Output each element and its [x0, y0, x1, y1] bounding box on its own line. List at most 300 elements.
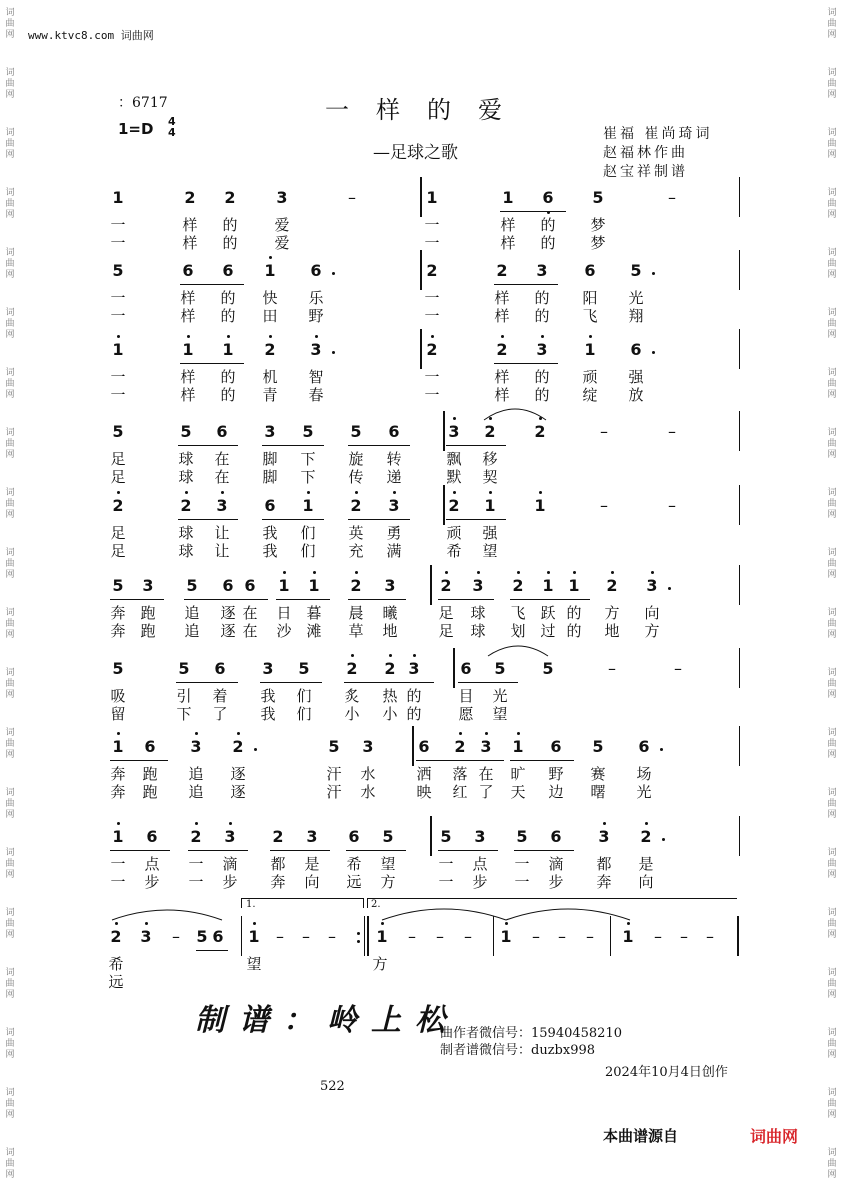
octave-dot-high — [355, 491, 358, 494]
side-watermark: 词 曲 网 — [827, 1028, 837, 1060]
note-digit: 5 — [516, 827, 528, 846]
lyric-verse1: 们 — [296, 687, 312, 705]
octave-dot-high — [229, 822, 232, 825]
eighth-underline — [514, 850, 574, 851]
lyric-verse2: 光 — [636, 783, 652, 801]
octave-dot-high — [227, 335, 230, 338]
slur — [488, 646, 548, 656]
side-watermark: 词 曲 网 — [827, 788, 837, 820]
lyric-verse1: 汗 — [326, 765, 342, 783]
eighth-underline — [494, 284, 558, 285]
lyric-verse1: 热 — [382, 687, 398, 705]
lyric-verse2: 充 — [348, 542, 364, 560]
lyric-verse1: 乐 — [308, 289, 324, 307]
volta-bracket-1-hook — [241, 898, 242, 908]
lyric-verse1: 的 — [534, 368, 550, 386]
octave-dot-high — [195, 822, 198, 825]
side-watermark: 词 曲 网 — [827, 728, 837, 760]
lyric-verse1: 点 — [144, 855, 160, 873]
eighth-underline — [262, 445, 324, 446]
note-digit: 1 — [376, 927, 388, 946]
augmentation-dot — [332, 351, 335, 354]
lyric-verse1: 样 — [180, 289, 196, 307]
octave-dot-high — [187, 335, 190, 338]
note-digit: 6 — [212, 927, 224, 946]
note-digit: 3 — [262, 659, 274, 678]
lyric-verse1: 在 — [478, 765, 494, 783]
octave-dot-high — [315, 335, 318, 338]
lyric-verse2: 汗 — [326, 783, 342, 801]
note-digit: 2 — [448, 496, 460, 515]
note-digit: 3 — [142, 576, 154, 595]
lyric-verse2: 翔 — [628, 307, 644, 325]
note-digit: 1 — [112, 188, 124, 207]
eighth-underline — [438, 850, 498, 851]
side-watermark: 词 曲 网 — [5, 548, 15, 580]
note-digit: 3 — [216, 496, 228, 515]
lyric-verse2: 水 — [360, 783, 376, 801]
lyric-verse2: 一 — [110, 386, 126, 404]
lyric-verse2: 一 — [424, 307, 440, 325]
note-digit: 3 — [448, 422, 460, 441]
lyric-verse1: 在 — [214, 450, 230, 468]
volta-bracket-2 — [367, 898, 737, 899]
lyric-verse2: 梦 — [590, 234, 606, 252]
lyric-verse1: 样 — [494, 289, 510, 307]
lyric-verse1: 是 — [638, 855, 654, 873]
extension-dash: – — [680, 927, 688, 946]
octave-dot-high — [477, 571, 480, 574]
lyric-verse2: 足 — [110, 468, 126, 486]
lyric-verse2: 球 — [178, 542, 194, 560]
side-watermark: 词 曲 网 — [5, 1148, 15, 1180]
note-digit: 5 — [298, 659, 310, 678]
barline — [493, 916, 494, 956]
lyric-verse1: 炙 — [344, 687, 360, 705]
lyric-verse2: 球 — [470, 622, 486, 640]
note-digit: 3 — [264, 422, 276, 441]
barline — [443, 485, 445, 525]
note-digit: 5 — [440, 827, 452, 846]
note-digit: 1 — [542, 576, 554, 595]
extension-dash: – — [532, 927, 540, 946]
lyric-verse2: 足 — [438, 622, 454, 640]
extension-dash: – — [436, 927, 444, 946]
lyric-verse2: 一 — [110, 307, 126, 325]
lyric-verse2: 下 — [176, 705, 192, 723]
note-digit: 6 — [418, 737, 430, 756]
eighth-underline — [196, 950, 228, 951]
octave-dot-high — [517, 732, 520, 735]
note-digit: 6 — [216, 422, 228, 441]
octave-dot-high — [589, 335, 592, 338]
lyric-verse1: 转 — [386, 450, 402, 468]
time-signature-bottom: 4 — [168, 126, 176, 139]
eighth-underline — [270, 850, 330, 851]
octave-dot-high — [269, 256, 272, 259]
note-digit: 1 — [512, 737, 524, 756]
lyric-verse2: 划 — [510, 622, 526, 640]
lyric-verse2: 满 — [386, 542, 402, 560]
octave-dot-high — [117, 732, 120, 735]
barline — [412, 726, 414, 766]
composer-wechat: 曲作者微信号：15940458210 — [440, 1026, 622, 1041]
note-digit: 3 — [388, 496, 400, 515]
lyric-verse2: 我 — [262, 542, 278, 560]
eighth-underline — [446, 519, 506, 520]
note-digit: 2 — [484, 422, 496, 441]
lyric-verse2: 草 — [348, 622, 364, 640]
octave-dot-high — [117, 335, 120, 338]
side-watermark: 词 曲 网 — [5, 68, 15, 100]
note-digit: 6 — [550, 827, 562, 846]
barline — [737, 916, 739, 956]
note-digit: 6 — [348, 827, 360, 846]
extension-dash: – — [586, 927, 594, 946]
time-signature-top: 4 — [168, 115, 176, 128]
lyric-verse2: 一 — [514, 873, 530, 891]
note-digit: 3 — [276, 188, 288, 207]
lyric-verse1: 样 — [494, 368, 510, 386]
octave-dot-high — [145, 922, 148, 925]
eighth-underline — [348, 599, 406, 600]
lyric-verse1: 光 — [492, 687, 508, 705]
octave-dot-high — [269, 335, 272, 338]
lyric-verse1: 一 — [110, 855, 126, 873]
lyric-verse2: 爱 — [274, 234, 290, 252]
lyric-verse1: 滴 — [222, 855, 238, 873]
note-digit: 6 — [182, 261, 194, 280]
octave-dot-high — [283, 571, 286, 574]
lyric-verse1: 快 — [262, 289, 278, 307]
lyric-verse1: 阳 — [582, 289, 598, 307]
note-digit: 2 — [496, 340, 508, 359]
lyric-verse2: 望 — [482, 542, 498, 560]
note-digit: 1 — [112, 340, 124, 359]
lyric-verse1: 飘 — [446, 450, 462, 468]
side-watermark: 词 曲 网 — [827, 608, 837, 640]
lyric-verse1: 追 — [184, 604, 200, 622]
note-digit: 1 — [426, 188, 438, 207]
side-watermark: 词 曲 网 — [5, 968, 15, 1000]
side-watermark: 词 曲 网 — [5, 248, 15, 280]
note-digit: 1 — [112, 737, 124, 756]
lyric-verse1: 追 — [188, 765, 204, 783]
octave-dot-high — [459, 732, 462, 735]
lyric-verse2: 地 — [382, 622, 398, 640]
lyric-verse1: 足 — [110, 524, 126, 542]
arranger-credit: 赵宝祥制谱 — [603, 164, 688, 180]
lyric-verse2: 的 — [540, 234, 556, 252]
note-digit: 1 — [622, 927, 634, 946]
extension-dash: – — [600, 422, 608, 441]
lyric-verse1: 希 — [346, 855, 362, 873]
right-watermark-strip — [824, 0, 840, 1180]
source-brand-link[interactable]: 词曲网 — [750, 1127, 799, 1146]
lyric-verse1: 一 — [424, 216, 440, 234]
lyric-verse1: 一 — [110, 216, 126, 234]
side-watermark: 词 曲 网 — [827, 548, 837, 580]
volta-label-2: 2. — [371, 899, 381, 910]
lyric-verse2: 步 — [222, 873, 238, 891]
side-watermark: 词 曲 网 — [827, 68, 837, 100]
song-subtitle: —足球之歌 — [373, 143, 458, 163]
note-digit: 2 — [110, 927, 122, 946]
lyric-verse2: 跑 — [142, 783, 158, 801]
lyric-verse2: 希 — [446, 542, 462, 560]
note-digit: 2 — [232, 737, 244, 756]
side-watermark: 词 曲 网 — [5, 908, 15, 940]
lyric-verse1: 飞 — [510, 604, 526, 622]
lyric-verse2: 的 — [534, 307, 550, 325]
note-digit: 3 — [536, 261, 548, 280]
arranger-signature: 制谱：岭上松 — [195, 1003, 459, 1038]
note-digit: 2 — [454, 737, 466, 756]
extension-dash: – — [674, 659, 682, 678]
note-digit: 2 — [350, 496, 362, 515]
note-digit: 6 — [146, 827, 158, 846]
octave-dot-high — [489, 491, 492, 494]
lyric-verse1: 们 — [300, 524, 316, 542]
side-watermark: 词 曲 网 — [5, 188, 15, 220]
eighth-underline — [260, 682, 322, 683]
lyric-verse1: 望 — [380, 855, 396, 873]
slur — [506, 909, 630, 920]
octave-dot-high — [221, 491, 224, 494]
eighth-underline — [500, 211, 566, 212]
lyric-verse1: 点 — [472, 855, 488, 873]
lyric-verse1: 爱 — [274, 216, 290, 234]
note-digit: 2 — [384, 659, 396, 678]
lyric-verse2: 沙 — [276, 622, 292, 640]
lyric-verse1: 移 — [482, 450, 498, 468]
lyric-verse1: 足 — [110, 450, 126, 468]
note-digit: 1 — [502, 188, 514, 207]
barline — [739, 411, 740, 451]
octave-dot-high — [485, 732, 488, 735]
octave-dot-high — [547, 571, 550, 574]
lyric-verse1: 的 — [222, 216, 238, 234]
lyric-verse2: 方 — [644, 622, 660, 640]
lyric-verse2: 足 — [110, 542, 126, 560]
note-digit: 3 — [480, 737, 492, 756]
lyric-verse1: 机 — [262, 368, 278, 386]
note-digit: 3 — [536, 340, 548, 359]
extension-dash: – — [668, 496, 676, 515]
side-watermark: 词 曲 网 — [827, 248, 837, 280]
octave-dot-high — [195, 732, 198, 735]
lyric-verse1: 是 — [304, 855, 320, 873]
lyric-verse1: 跑 — [140, 604, 156, 622]
composer-credit: 赵福林作曲 — [603, 145, 688, 161]
lyric-verse1: 一 — [424, 289, 440, 307]
lyric-verse1: 引 — [176, 687, 192, 705]
note-digit: 3 — [306, 827, 318, 846]
volta-bracket-1-end — [363, 898, 364, 908]
extension-dash: – — [558, 927, 566, 946]
note-digit: 1 — [534, 496, 546, 515]
barline — [610, 916, 611, 956]
barline — [430, 565, 432, 605]
lyric-verse1: 场 — [636, 765, 652, 783]
octave-dot-high — [117, 822, 120, 825]
side-watermark: 词 曲 网 — [827, 368, 837, 400]
note-digit: 5 — [112, 659, 124, 678]
lyric-verse1: 跃 — [540, 604, 556, 622]
lyric-verse2: 青 — [262, 386, 278, 404]
note-digit: 3 — [362, 737, 374, 756]
eighth-underline — [178, 445, 238, 446]
barline — [443, 411, 445, 451]
side-watermark: 词 曲 网 — [5, 368, 15, 400]
lyric-verse2: 天 — [510, 783, 526, 801]
note-digit: 6 — [244, 576, 256, 595]
lyric-verse2: 的 — [534, 386, 550, 404]
note-digit: 6 — [222, 261, 234, 280]
lyric-verse2: 野 — [308, 307, 324, 325]
barline — [739, 565, 740, 605]
extension-dash: – — [276, 927, 284, 946]
eighth-underline — [458, 682, 518, 683]
lyric-verse2: 向 — [304, 873, 320, 891]
note-digit: 2 — [346, 659, 358, 678]
slur — [484, 409, 546, 420]
note-digit: 1 — [278, 576, 290, 595]
note-digit: 1 — [112, 827, 124, 846]
lyric-verse2: 契 — [482, 468, 498, 486]
octave-dot-high — [611, 571, 614, 574]
lyric-verse1: 勇 — [386, 524, 402, 542]
lyric-verse2: 一 — [438, 873, 454, 891]
lyric-verse1: 一 — [424, 368, 440, 386]
note-digit: 6 — [144, 737, 156, 756]
note-digit: 3 — [474, 827, 486, 846]
note-digit: 3 — [310, 340, 322, 359]
note-digit: 2 — [112, 496, 124, 515]
lyric-verse1: 的 — [540, 216, 556, 234]
note-digit: 6 — [310, 261, 322, 280]
octave-dot-high — [355, 571, 358, 574]
barline — [364, 916, 365, 956]
note-digit: 2 — [606, 576, 618, 595]
note-digit: 5 — [180, 422, 192, 441]
lyric-verse2: 追 — [184, 622, 200, 640]
lyric-verse1: 一 — [438, 855, 454, 873]
lyric-verse2: 过 — [540, 622, 556, 640]
lyric-verse1: 球 — [178, 450, 194, 468]
note-digit: 6 — [550, 737, 562, 756]
page-number: 522 — [320, 1079, 345, 1094]
barline — [739, 329, 740, 369]
eighth-underline — [416, 760, 504, 761]
lyric-verse1: 都 — [596, 855, 612, 873]
extension-dash: – — [706, 927, 714, 946]
lyric-verse1: 晨 — [348, 604, 364, 622]
barline — [430, 816, 432, 856]
note-digit: 3 — [384, 576, 396, 595]
lyric-verse2: 了 — [212, 705, 228, 723]
side-watermark: 词 曲 网 — [5, 668, 15, 700]
octave-dot-high — [539, 491, 542, 494]
barline — [420, 250, 422, 290]
note-digit: 5 — [196, 927, 208, 946]
lyric-verse2: 步 — [472, 873, 488, 891]
note-digit: 2 — [272, 827, 284, 846]
note-digit: 3 — [190, 737, 202, 756]
volta-bracket-2-hook — [367, 898, 368, 908]
lyric-verse1: 的 — [406, 687, 422, 705]
lyric-verse2: 球 — [178, 468, 194, 486]
note-digit: 1 — [484, 496, 496, 515]
barline — [739, 485, 740, 525]
lyric-verse1: 强 — [628, 368, 644, 386]
lyric-verse1: 奔 — [110, 765, 126, 783]
lyric-verse1: 曦 — [382, 604, 398, 622]
lyric-verse1: 一 — [110, 289, 126, 307]
lyric-verse1: 洒 — [416, 765, 432, 783]
volta-bracket-1 — [241, 898, 363, 899]
lyric-verse2: 逐 — [230, 783, 246, 801]
slur — [382, 909, 506, 920]
augmentation-dot — [660, 748, 663, 751]
extension-dash: – — [408, 927, 416, 946]
lyric-verse1: 强 — [482, 524, 498, 542]
lyric-verse2: 一 — [110, 234, 126, 252]
lyric-verse1: 逐 — [230, 765, 246, 783]
lyric-verse2: 放 — [628, 386, 644, 404]
lyric-verse1: 样 — [500, 216, 516, 234]
octave-dot-high — [501, 335, 504, 338]
lyric-verse2: 的 — [222, 234, 238, 252]
lyric-verse2: 了 — [478, 783, 494, 801]
barline — [367, 916, 369, 956]
octave-dot-high — [253, 922, 256, 925]
note-digit: 3 — [408, 659, 420, 678]
lyric-verse1: 英 — [348, 524, 364, 542]
note-digit: 2 — [184, 188, 196, 207]
note-digit: 1 — [264, 261, 276, 280]
note-digit: 5 — [630, 261, 642, 280]
volta-label-1: 1. — [246, 899, 256, 910]
eighth-underline — [176, 682, 238, 683]
lyric-verse2: 一 — [188, 873, 204, 891]
extension-dash: – — [172, 927, 180, 946]
octave-dot-high — [393, 491, 396, 494]
lyric-verse1: 水 — [360, 765, 376, 783]
lyric-verse1: 一 — [514, 855, 530, 873]
side-watermark: 词 曲 网 — [5, 728, 15, 760]
lyric-verse1: 我 — [260, 687, 276, 705]
lyric-verse2: 红 — [452, 783, 468, 801]
lyric-verse2: 在 — [242, 622, 258, 640]
barline — [739, 250, 740, 290]
eighth-underline — [180, 284, 244, 285]
lyric-verse2: 小 — [382, 705, 398, 723]
lyric-verse2: 逐 — [220, 622, 236, 640]
note-digit: 1 — [182, 340, 194, 359]
octave-dot-high — [117, 491, 120, 494]
note-digit: 6 — [542, 188, 554, 207]
note-digit: 6 — [214, 659, 226, 678]
repeat-dot — [357, 932, 360, 935]
octave-dot-high — [453, 417, 456, 420]
barline — [739, 177, 740, 217]
barline — [453, 648, 455, 688]
extension-dash: – — [600, 496, 608, 515]
note-digit: 2 — [440, 576, 452, 595]
side-watermark: 词 曲 网 — [827, 1148, 837, 1180]
time-signature — [168, 116, 176, 138]
